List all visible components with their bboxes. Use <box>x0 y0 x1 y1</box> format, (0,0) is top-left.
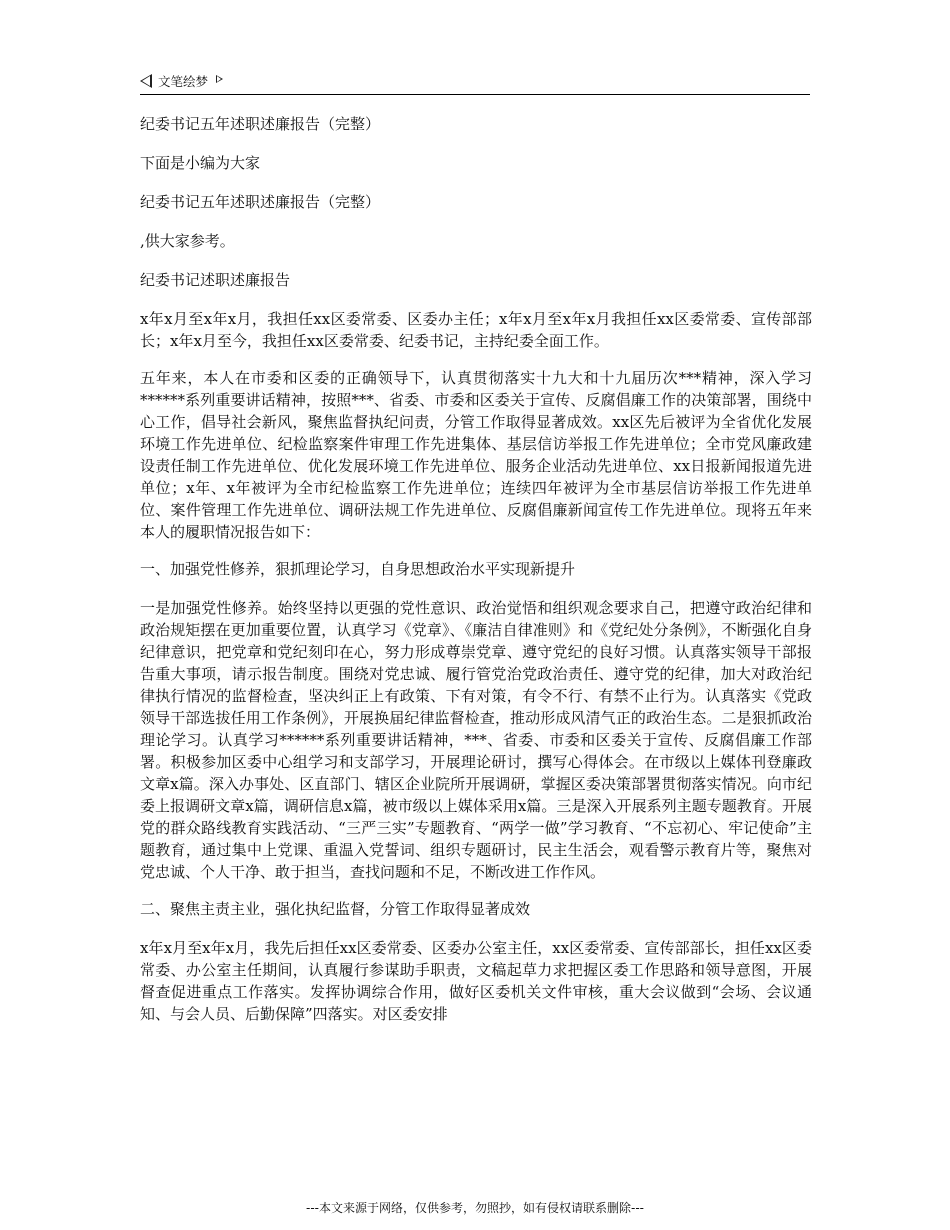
page-header <box>140 70 810 95</box>
intro-title-repeat: 纪委书记五年述职述廉报告（完整） <box>140 193 381 211</box>
left-triangle-icon <box>140 74 152 88</box>
intro-line: 下面是小编为大家 <box>140 154 261 172</box>
brand <box>140 72 223 90</box>
report-heading: 纪委书记述职述廉报告 <box>140 271 291 289</box>
paragraph-overview: 五年来，本人在市委和区委的正确领导下，认真贯彻落实十九大和十九届历次***精神，深入学习******系列重要讲话精神，按照***、省委、市委和区委关于宣传、反腐倡廉工作的决策部署，围绕中心工作，倡导社会新风，聚焦监督执纪问责，分管工作取得显著成效。xx区先后被评为全省优化发展环境工作先进单位、纪检监察案件审理工作先进集体、基层信访举报工作先进单位；全市党风廉政建设责任制工作先进单位、优化发展环境工作先进单位、服务企业活动先进单位、xx日报新闻报道先进单位；x年、x年被评为全市纪检监察工作先进单位；连续四年被评为全市基层信访举报工作先进单位、案件管理工作先进单位、调研法规工作先进单位、反腐倡廉新闻宣传工作先进单位。现将五年来本人的履职情况报告如下： <box>140 369 812 541</box>
paragraph-section-1: 一是加强党性修养。始终坚持以更强的党性意识、政治觉悟和组织观念要求自己，把遵守政治纪律和政治规矩摆在更加重要位置，认真学习《党章》、《廉洁自律准则》和《党纪处分条例》，不断强化自身纪律意识，把党章和党纪刻印在心，努力形成尊崇党章、遵守党纪的良好习惯。认真落实领导干部报告重大事项，请示报告制度。围绕对党忠诚、履行管党治党政治责任、遵守党的纪律，加大对政治纪律执行情况的监督检查，坚决纠正上有政策、下有对策，有令不行、有禁不止行为。认真落实《党政领导干部选拔任用工作条例》，开展换届纪律监督检查，推动形成风清气正的政治生态。二是狠抓政治理论学习。认真学习******系列重要讲话精神，***、省委、市委和区委关于宣传、反腐倡廉工作部署。积极参加区委中心组学习和支部学习，开展理论研讨，撰写心得体会。在市级以上媒体刊登廉政文章x篇。深入办事处、区直部门、辖区企业院所开展调研，掌握区委决策部署贯彻落实情况。向市纪委上报调研文章x篇，调研信息x篇，被市级以上媒体采用x篇。三是深入开展系列主题专题教育。开展党的群众路线教育实践活动、“三严三实”专题教育、“两学一做”学习教育、“不忘初心、牢记使命”主题教育，通过集中上党课、重温入党誓词、组织专题研讨，民主生活会，观看警示教育片等，聚焦对党忠诚、个人干净、敢于担当，查找问题和不足，不断改进工作作风。 <box>140 599 812 881</box>
page-footer: ---本文来源于网络，仅供参考，勿照抄，如有侵权请联系删除--- <box>306 1201 644 1215</box>
section-heading-1: 一、加强党性修养，狠抓理论学习，自身思想政治水平实现新提升 <box>140 560 576 578</box>
document-body <box>140 113 812 1040</box>
right-triangle-icon <box>216 75 223 83</box>
paragraph-section-2: x年x月至x年x月，我先后担任xx区委常委、区委办公室主任，xx区委常委、宣传部部长，担任xx区委常委、办公室主任期间，认真履行参谋助手职责，文稿起草力求把握区委工作思路和领导意图，开展督查促进重点工作落实。发挥协调综合作用，做好区委机关文件审核，重大会议做到“会场、会议通知、与会人员、后勤保障”四落实。对区委安排 <box>140 939 812 1023</box>
paragraph-positions: x年x月至x年x月，我担任xx区委常委、区委办主任；x年x月至x年x月我担任xx区委常委、宣传部部长；x年x月至今，我担任xx区委常委、纪委书记，主持纪委全面工作。 <box>140 310 812 350</box>
document-title: 纪委书记五年述职述廉报告（完整） <box>140 115 381 133</box>
section-heading-2: 二、聚焦主责主业，强化执纪监督，分管工作取得显著成效 <box>140 900 531 918</box>
intro-reference-line: ,供大家参考。 <box>140 232 235 250</box>
brand-name: 文笔绘梦 <box>158 74 209 89</box>
